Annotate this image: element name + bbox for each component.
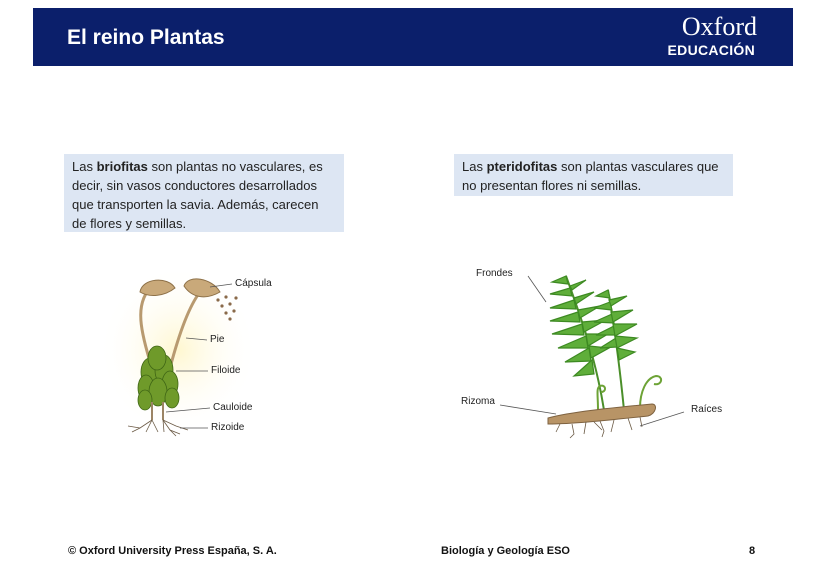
label-raices: Raíces [691, 404, 723, 415]
pteridofitas-description: son plantas vasculares que no presentan flores ni semillas. [462, 159, 719, 193]
briofitas-term: briofitas [96, 159, 148, 174]
briofitas-prefix: Las [72, 159, 97, 174]
pteridofitas-term: pteridofitas [486, 159, 558, 174]
pteridofitas-prefix: Las [462, 159, 487, 174]
page-number: 8 [749, 545, 756, 557]
footer-copyright: © Oxford University Press España, S. A. [68, 545, 277, 557]
label-rizoide: Rizoide [211, 422, 245, 433]
oxford-logo: Oxford [681, 12, 757, 41]
label-pie: Pie [210, 334, 225, 345]
oxford-logo-subtitle: EDUCACIÓN [667, 42, 755, 58]
label-filoide: Filoide [211, 365, 241, 376]
label-frondes: Frondes [476, 268, 513, 279]
footer-subject: Biología y Geología ESO [441, 545, 570, 557]
briofitas-description: son plantas no vasculares, es decir, sin vasos conductores desarrollados que transporten la savia. Además, carecen de flores y semillas. [72, 159, 323, 231]
page-title: El reino Plantas [67, 26, 225, 49]
label-capsula: Cápsula [235, 278, 272, 289]
label-rizoma: Rizoma [461, 396, 495, 407]
label-cauloide: Cauloide [213, 402, 253, 413]
